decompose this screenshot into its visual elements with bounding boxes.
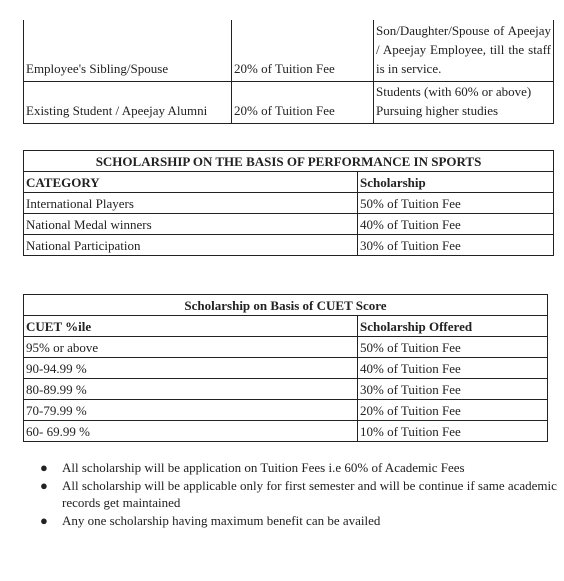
offered-cell: 10% of Tuition Fee	[358, 421, 548, 442]
score-cell: 95% or above	[24, 337, 358, 358]
category-cell: Employee's Sibling/Spouse	[24, 20, 232, 82]
score-cell: 90-94.99 %	[24, 358, 358, 379]
scholarship-cell: 30% of Tuition Fee	[358, 235, 554, 256]
category-cell: Existing Student / Apeejay Alumni	[24, 82, 232, 124]
cuet-scholarship-table	[23, 294, 548, 442]
category-cell: National Participation	[24, 235, 358, 256]
scholarship-cell: 40% of Tuition Fee	[358, 214, 554, 235]
bullet-icon: ●	[40, 512, 48, 528]
table-header-row	[24, 316, 548, 337]
concession-cell: 20% of Tuition Fee	[232, 82, 374, 124]
table-row	[24, 421, 548, 442]
condition-cell: Son/Daughter/Spouse of Apeejay / Apeejay Employee, till the staff is in service.	[374, 20, 554, 82]
note-text: Any one scholarship having maximum benefit can be availed	[62, 512, 381, 528]
condition-cell: Students (with 60% or above) Pursuing higher studies	[374, 82, 554, 124]
concession-table	[23, 20, 554, 124]
column-header-offered: Scholarship Offered	[358, 316, 548, 337]
score-cell: 60- 69.99 %	[24, 421, 358, 442]
table-row	[24, 82, 554, 124]
offered-cell: 30% of Tuition Fee	[358, 379, 548, 400]
note-text: All scholarship will be application on Tuition Fees i.e 60% of Academic Fees	[62, 460, 465, 475]
concession-cell: 20% of Tuition Fee	[232, 20, 374, 82]
table-title: Scholarship on Basis of CUET Score	[24, 295, 548, 316]
table-row	[24, 358, 548, 379]
bullet-icon: ●	[40, 460, 48, 475]
bullet-icon: ●	[40, 477, 48, 493]
list-item	[40, 512, 562, 530]
notes-list	[28, 459, 562, 529]
table-row	[24, 337, 548, 358]
table-row	[24, 214, 554, 235]
column-header-category: CATEGORY	[24, 172, 358, 193]
table-row	[24, 400, 548, 421]
table-row	[24, 193, 554, 214]
offered-cell: 40% of Tuition Fee	[358, 358, 548, 379]
category-cell: National Medal winners	[24, 214, 358, 235]
sports-scholarship-table	[23, 150, 554, 256]
table-title-row	[24, 295, 548, 316]
column-header-score: CUET %ile	[24, 316, 358, 337]
offered-cell: 20% of Tuition Fee	[358, 400, 548, 421]
table-row	[24, 379, 548, 400]
table-row	[24, 20, 554, 82]
list-item	[40, 477, 562, 512]
list-item	[40, 459, 562, 477]
note-text: All scholarship will be applicable only for first semester and will be continue if same academic records get maintained	[62, 477, 557, 510]
score-cell: 80-89.99 %	[24, 379, 358, 400]
offered-cell: 50% of Tuition Fee	[358, 337, 548, 358]
table-title-row	[24, 151, 554, 172]
table-header-row	[24, 172, 554, 193]
score-cell: 70-79.99 %	[24, 400, 358, 421]
column-header-scholarship: Scholarship	[358, 172, 554, 193]
category-cell: International Players	[24, 193, 358, 214]
scholarship-cell: 50% of Tuition Fee	[358, 193, 554, 214]
table-row	[24, 235, 554, 256]
table-title: SCHOLARSHIP ON THE BASIS OF PERFORMANCE IN SPORTS	[24, 151, 554, 172]
